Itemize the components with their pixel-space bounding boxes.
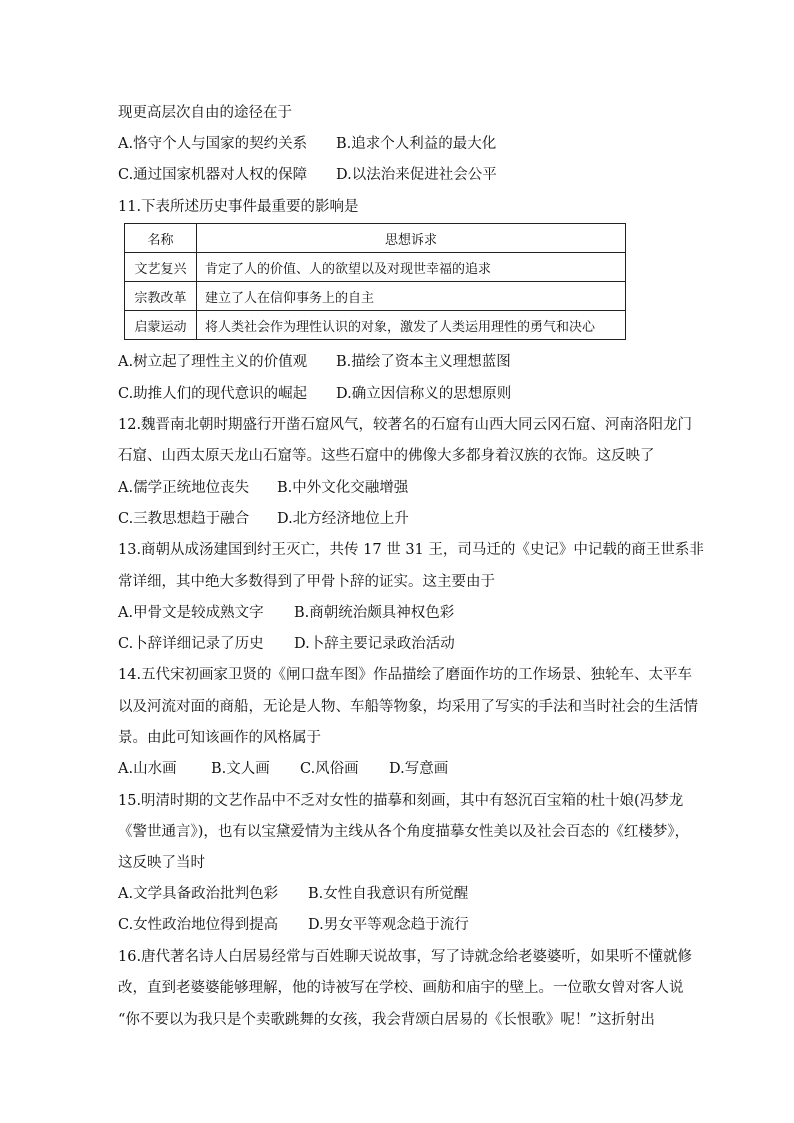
- q13-stem-line-2: 常详细，其中绝大多数得到了甲骨卜辞的证实。这主要由于: [118, 574, 495, 590]
- q13-stem-line-1: 13.商朝从成汤建国到纣王灭亡，共传 17 世 31 王，司马迁的《史记》中记载的商王世系非: [118, 542, 704, 558]
- q14-option-b: B.文人画: [211, 761, 270, 777]
- table-header-name: 名称: [125, 224, 197, 253]
- q16-stem-line-3: “你不要以为我只是个卖歌跳舞的女孩，我会背颂白居易的《长恨歌》呢！”这折射出: [118, 1012, 655, 1028]
- q10-option-c: C.通过国家机器对人权的保障: [118, 167, 308, 183]
- table-header-row: [125, 224, 626, 253]
- q15-stem-line-1: 15.明清时期的文艺作品中不乏对女性的描摹和刻画，其中有怒沉百宝箱的杜十娘(冯梦龙: [118, 793, 684, 809]
- q13-option-a: A.甲骨文是较成熟文字: [118, 605, 264, 621]
- q16-stem-line-1: 16.唐代著名诗人白居易经常与百姓聊天说故事，写了诗就念给老婆婆听，如果听不懂就修: [118, 949, 693, 965]
- q13-option-c: C.卜辞详细记录了历史: [118, 636, 264, 652]
- q15-option-b: B.女性自我意识有所觉醒: [308, 886, 469, 902]
- question-stem-continuation: 现更高层次自由的途径在于: [118, 105, 292, 121]
- q11-stem: 11.下表所述历史事件最重要的影响是: [118, 199, 359, 215]
- q14-stem-line-2: 以及河流对面的商船，无论是人物、车船等物象，均采用了写实的手法和当时社会的生活情: [118, 699, 698, 715]
- q10-option-d: D.以法治来促进社会公平: [336, 167, 497, 183]
- q12-stem-line-1: 12.魏晋南北朝时期盛行开凿石窟风气，较著名的石窟有山西大同云冈石窟、河南洛阳龙门: [118, 417, 693, 433]
- q14-option-c: C.风俗画: [300, 761, 359, 777]
- q14-stem-line-1: 14.五代宋初画家卫贤的《闸口盘车图》作品描绘了磨面作坊的工作场景、独轮车、太平车: [118, 667, 693, 683]
- q15-option-a: A.文学具备政治批判色彩: [118, 886, 279, 902]
- table-row: [125, 253, 626, 282]
- q16-stem-line-2: 改，直到老婆婆能够理解，他的诗被写在学校、画舫和庙宇的壁上。一位歌女曾对客人说: [118, 980, 684, 996]
- q15-stem-line-2: 《警世通言》)，也有以宝黛爱情为主线从各个角度描摹女性美以及社会百态的《红楼梦》，: [118, 824, 690, 840]
- q15-stem-line-3: 这反映了当时: [118, 855, 205, 871]
- table-cell-name: 启蒙运动: [125, 311, 197, 340]
- q15-option-c: C.女性政治地位得到提高: [118, 917, 279, 933]
- table-cell-claim: 将人类社会作为理性认识的对象，激发了人类运用理性的勇气和决心: [197, 311, 626, 340]
- q12-option-c: C.三教思想趋于融合: [118, 511, 250, 527]
- q15-option-d: D.男女平等观念趋于流行: [308, 917, 469, 933]
- q12-option-d: D.北方经济地位上升: [277, 511, 409, 527]
- table-cell-name: 宗教改革: [125, 282, 197, 311]
- q11-table: [124, 223, 626, 340]
- q14-option-a: A.山水画: [118, 761, 177, 777]
- q11-option-c: C.助推人们的现代意识的崛起: [118, 386, 308, 402]
- q12-stem-line-2: 石窟、山西太原天龙山石窟等。这些石窟中的佛像大多都身着汉族的衣饰。这反映了: [118, 448, 655, 464]
- table-header-claim: 思想诉求: [197, 224, 626, 253]
- q14-option-d: D.写意画: [389, 761, 449, 777]
- q11-option-d: D.确立因信称义的思想原则: [336, 386, 512, 402]
- table-cell-claim: 建立了人在信仰事务上的自主: [197, 282, 626, 311]
- q14-stem-line-3: 景。由此可知该画作的风格属于: [118, 730, 321, 746]
- q11-option-a: A.树立起了理性主义的价值观: [118, 354, 308, 370]
- table-row: [125, 311, 626, 340]
- q13-option-b: B.商朝统治颇具神权色彩: [294, 605, 455, 621]
- table-cell-claim: 肯定了人的价值、人的欲望以及对现世幸福的追求: [197, 253, 626, 282]
- table-row: [125, 282, 626, 311]
- q12-option-b: B.中外文化交融增强: [277, 480, 409, 496]
- table-cell-name: 文艺复兴: [125, 253, 197, 282]
- q12-option-a: A.儒学正统地位丧失: [118, 480, 250, 496]
- q10-option-b: B.追求个人利益的最大化: [336, 136, 497, 152]
- q11-option-b: B.描绘了资本主义理想蓝图: [336, 354, 511, 370]
- q10-option-a: A.恪守个人与国家的契约关系: [118, 136, 308, 152]
- q13-option-d: D.卜辞主要记录政治活动: [294, 636, 455, 652]
